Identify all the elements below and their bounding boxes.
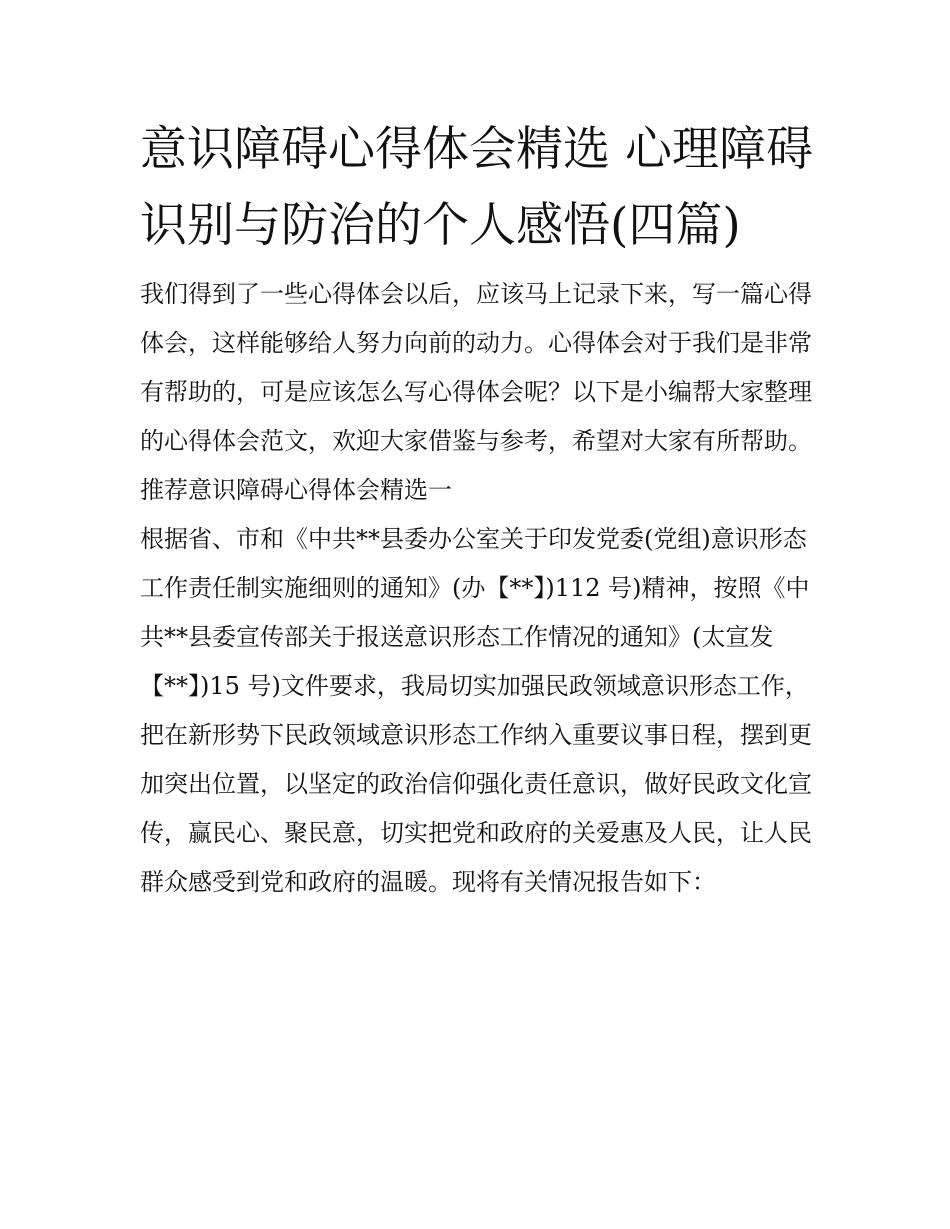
section-heading: 推荐意识障碍心得体会精选一 [140, 476, 452, 504]
intro-paragraph: 我们得到了一些心得体会以后，应该马上记录下来，写一篇心得体会，这样能够给人努力向前的动力。心得体会对于我们是非常有帮助的，可是应该怎么写心得体会呢？以下是小编帮大家整理的心得体会范文，欢迎大家借鉴与参考，希望对大家有所帮助。 [140, 280, 812, 455]
document-page [140, 112, 816, 907]
document-title: 意识障碍心得体会精选 心理障碍识别与防治的个人感悟(四篇) [140, 122, 813, 253]
body-paragraph: 根据省、市和《中共**县委办公室关于印发党委(党组)意识形态工作责任制实施细则的通知》(办【**】)112 号)精神，按照《中共**县委宣传部关于报送意识形态工作情况的通知》(太宣发【**】)15 号)文件要求，我局切实加强民政领域意识形态工作，把在新形势下民政领域意识形态工作纳入重要议事日程，摆到更加突出位置，以坚定的政治信仰强化责任意识，做好民政文化宣传，赢民心、聚民意，切实把党和政府的关爱惠及人民，让人民群众感受到党和政府的温暖。现将有关情况报告如下： [140, 525, 812, 896]
